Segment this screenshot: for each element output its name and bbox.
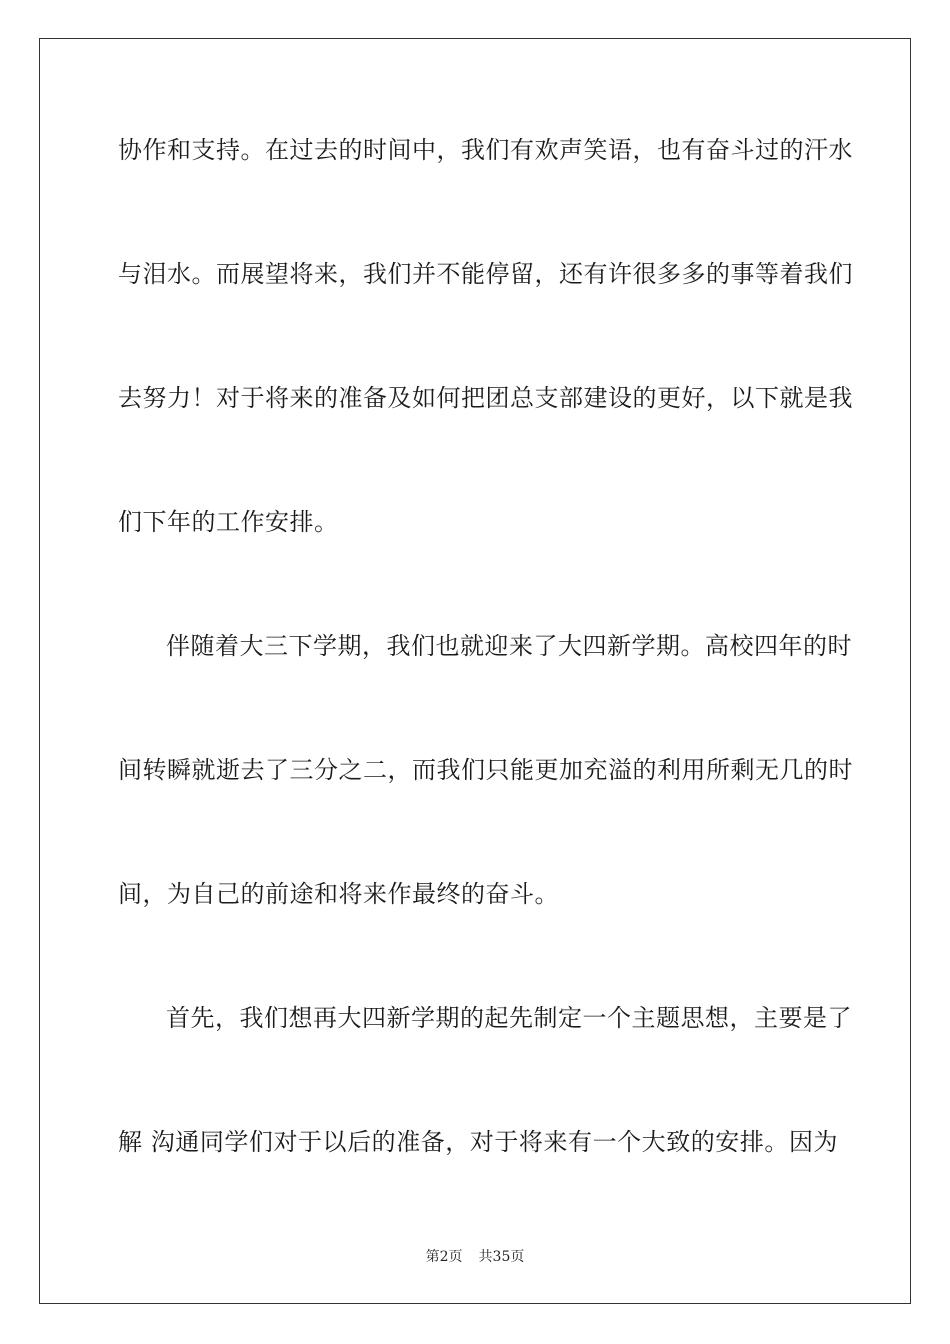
body-text-line: 与泪水。而展望将来，我们并不能停留，还有许很多多的事等着我们 [118, 260, 853, 288]
paragraph-first-line: 首先，我们想再大四新学期的起先制定一个主题思想，主要是了 [166, 1004, 852, 1032]
page-footer [0, 1248, 950, 1266]
page-border [39, 38, 911, 1304]
total-pages: 共35页 [478, 1249, 525, 1265]
paragraph-first-line: 伴随着大三下学期，我们也就迎来了大四新学期。高校四年的时 [166, 632, 852, 660]
body-text-line: 协作和支持。在过去的时间中，我们有欢声笑语，也有奋斗过的汗水 [118, 136, 853, 164]
body-text-line: 间，为自己的前途和将来作最终的奋斗。 [118, 880, 559, 908]
body-text-line: 间转瞬就逝去了三分之二，而我们只能更加充溢的利用所剩无几的时 [118, 756, 853, 784]
body-text-line: 去努力！对于将来的准备及如何把团总支部建设的更好，以下就是我 [118, 384, 853, 412]
page-number: 第2页 [425, 1249, 463, 1265]
body-text-line: 解 沟通同学们对于以后的准备，对于将来有一个大致的安排。因为 [118, 1128, 838, 1156]
body-text-line: 们下年的工作安排。 [118, 508, 339, 536]
